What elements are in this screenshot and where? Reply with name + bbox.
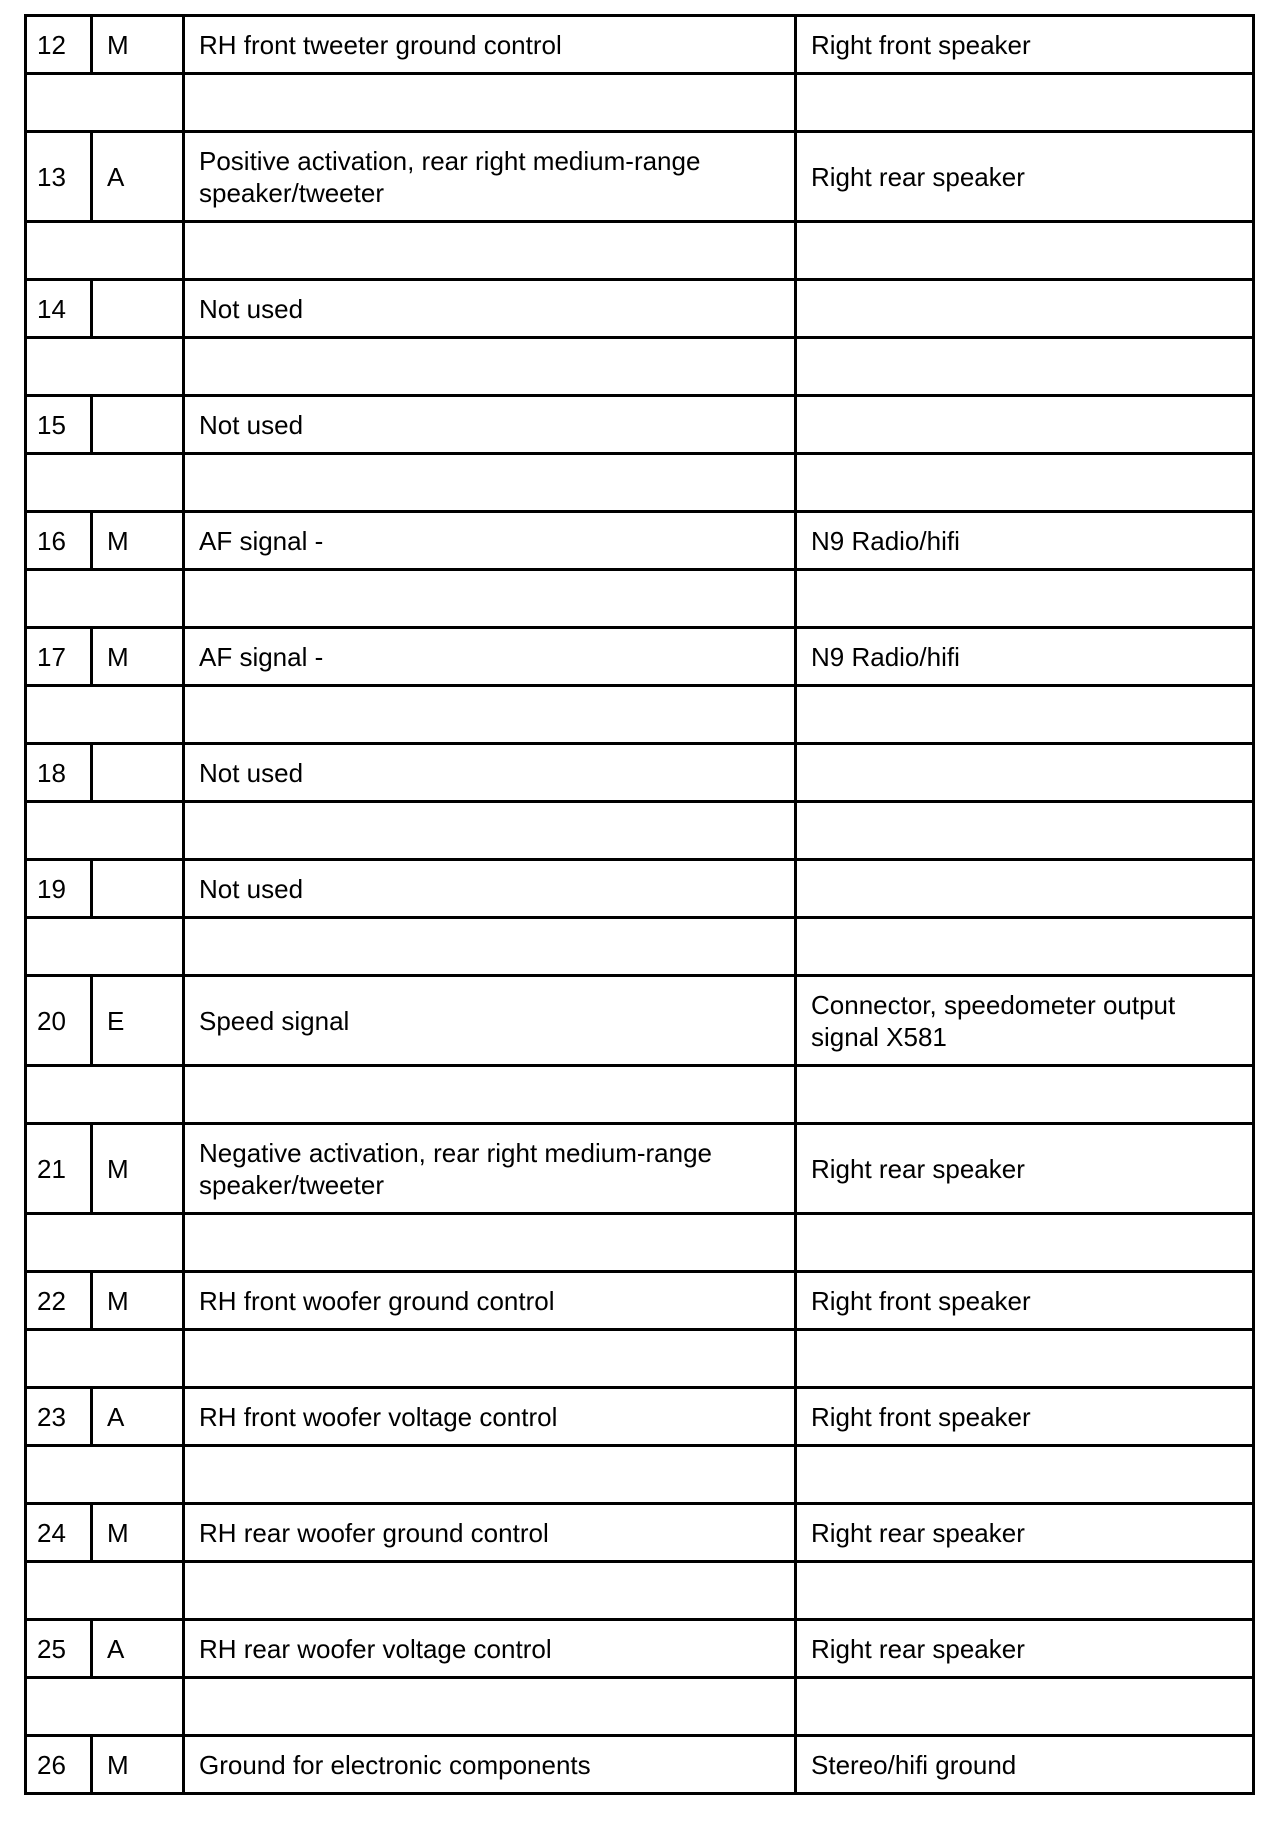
spacer-cell [26, 802, 184, 860]
cell-type: M [92, 1736, 184, 1794]
cell-type: A [92, 1620, 184, 1678]
cell-function: Ground for electronic components [184, 1736, 796, 1794]
spacer-cell [184, 1678, 796, 1736]
spacer-cell [796, 1066, 1254, 1124]
cell-pin: 20 [26, 976, 92, 1066]
spacer-cell [26, 1562, 184, 1620]
cell-function: Positive activation, rear right medium-range speaker/tweeter [184, 132, 796, 222]
cell-function: AF signal - [184, 628, 796, 686]
spacer-cell [184, 918, 796, 976]
cell-type: M [92, 512, 184, 570]
spacer-cell [796, 222, 1254, 280]
table-row [26, 512, 1254, 570]
cell-component [796, 744, 1254, 802]
table-row [26, 16, 1254, 74]
spacer-cell [26, 1446, 184, 1504]
cell-function: RH front woofer voltage control [184, 1388, 796, 1446]
cell-function: RH front tweeter ground control [184, 16, 796, 74]
cell-pin: 15 [26, 396, 92, 454]
spacer-cell [184, 454, 796, 512]
cell-type: M [92, 628, 184, 686]
spacer-cell [184, 1562, 796, 1620]
spacer-row [26, 918, 1254, 976]
spacer-cell [796, 686, 1254, 744]
cell-component: Right rear speaker [796, 1124, 1254, 1214]
cell-function: RH rear woofer voltage control [184, 1620, 796, 1678]
cell-component [796, 860, 1254, 918]
table-row [26, 628, 1254, 686]
cell-pin: 16 [26, 512, 92, 570]
spacer-cell [796, 802, 1254, 860]
cell-type: A [92, 1388, 184, 1446]
cell-component: Right rear speaker [796, 132, 1254, 222]
spacer-row [26, 222, 1254, 280]
spacer-cell [796, 570, 1254, 628]
cell-function: Not used [184, 860, 796, 918]
cell-function: Not used [184, 744, 796, 802]
cell-type: M [92, 1272, 184, 1330]
cell-pin: 17 [26, 628, 92, 686]
spacer-cell [796, 1330, 1254, 1388]
spacer-cell [184, 1446, 796, 1504]
spacer-cell [796, 1562, 1254, 1620]
spacer-cell [26, 1678, 184, 1736]
spacer-cell [26, 918, 184, 976]
spacer-row [26, 802, 1254, 860]
table-row [26, 280, 1254, 338]
spacer-row [26, 1678, 1254, 1736]
pin-assignment-table [24, 14, 1255, 1795]
spacer-cell [184, 802, 796, 860]
cell-component: Right rear speaker [796, 1620, 1254, 1678]
table-row [26, 396, 1254, 454]
cell-pin: 21 [26, 1124, 92, 1214]
spacer-row [26, 454, 1254, 512]
cell-type: E [92, 976, 184, 1066]
cell-type: M [92, 1124, 184, 1214]
table-row [26, 1620, 1254, 1678]
spacer-cell [184, 338, 796, 396]
spacer-cell [796, 1214, 1254, 1272]
spacer-cell [26, 686, 184, 744]
cell-function: RH rear woofer ground control [184, 1504, 796, 1562]
pin-assignment-table-body [26, 16, 1254, 1794]
cell-type: M [92, 16, 184, 74]
spacer-cell [184, 74, 796, 132]
spacer-row [26, 74, 1254, 132]
spacer-cell [184, 1214, 796, 1272]
spacer-cell [26, 1066, 184, 1124]
cell-component: Right front speaker [796, 16, 1254, 74]
table-row [26, 1388, 1254, 1446]
cell-pin: 19 [26, 860, 92, 918]
spacer-cell [26, 454, 184, 512]
cell-type: A [92, 132, 184, 222]
spacer-cell [26, 338, 184, 396]
spacer-cell [796, 338, 1254, 396]
cell-pin: 12 [26, 16, 92, 74]
cell-component: Right front speaker [796, 1272, 1254, 1330]
spacer-cell [796, 918, 1254, 976]
cell-component: Connector, speedometer output signal X581 [796, 976, 1254, 1066]
cell-component [796, 280, 1254, 338]
spacer-cell [796, 454, 1254, 512]
table-row [26, 1736, 1254, 1794]
cell-component: N9 Radio/hifi [796, 628, 1254, 686]
table-row [26, 1124, 1254, 1214]
spacer-cell [184, 570, 796, 628]
cell-pin: 24 [26, 1504, 92, 1562]
cell-pin: 18 [26, 744, 92, 802]
spacer-cell [26, 1214, 184, 1272]
spacer-row [26, 570, 1254, 628]
cell-type [92, 744, 184, 802]
cell-function: Not used [184, 396, 796, 454]
cell-pin: 22 [26, 1272, 92, 1330]
spacer-row [26, 1066, 1254, 1124]
spacer-cell [796, 1446, 1254, 1504]
cell-component: Right front speaker [796, 1388, 1254, 1446]
cell-function: Not used [184, 280, 796, 338]
spacer-cell [184, 1330, 796, 1388]
spacer-row [26, 1330, 1254, 1388]
spacer-row [26, 1446, 1254, 1504]
table-row [26, 1272, 1254, 1330]
spacer-cell [796, 74, 1254, 132]
table-row [26, 132, 1254, 222]
table-row [26, 976, 1254, 1066]
cell-component: N9 Radio/hifi [796, 512, 1254, 570]
cell-type [92, 280, 184, 338]
spacer-row [26, 686, 1254, 744]
spacer-cell [796, 1678, 1254, 1736]
spacer-cell [184, 222, 796, 280]
cell-function: RH front woofer ground control [184, 1272, 796, 1330]
spacer-cell [26, 222, 184, 280]
cell-type: M [92, 1504, 184, 1562]
spacer-cell [184, 1066, 796, 1124]
cell-component: Stereo/hifi ground [796, 1736, 1254, 1794]
spacer-cell [26, 1330, 184, 1388]
cell-component [796, 396, 1254, 454]
spacer-row [26, 1214, 1254, 1272]
spacer-row [26, 1562, 1254, 1620]
cell-function: Speed signal [184, 976, 796, 1066]
spacer-cell [26, 570, 184, 628]
spacer-cell [26, 74, 184, 132]
cell-pin: 14 [26, 280, 92, 338]
cell-pin: 26 [26, 1736, 92, 1794]
cell-pin: 23 [26, 1388, 92, 1446]
spacer-row [26, 338, 1254, 396]
cell-type [92, 396, 184, 454]
table-row [26, 744, 1254, 802]
cell-function: AF signal - [184, 512, 796, 570]
cell-pin: 13 [26, 132, 92, 222]
cell-function: Negative activation, rear right medium-range speaker/tweeter [184, 1124, 796, 1214]
cell-type [92, 860, 184, 918]
table-row [26, 1504, 1254, 1562]
cell-component: Right rear speaker [796, 1504, 1254, 1562]
cell-pin: 25 [26, 1620, 92, 1678]
spacer-cell [184, 686, 796, 744]
table-row [26, 860, 1254, 918]
